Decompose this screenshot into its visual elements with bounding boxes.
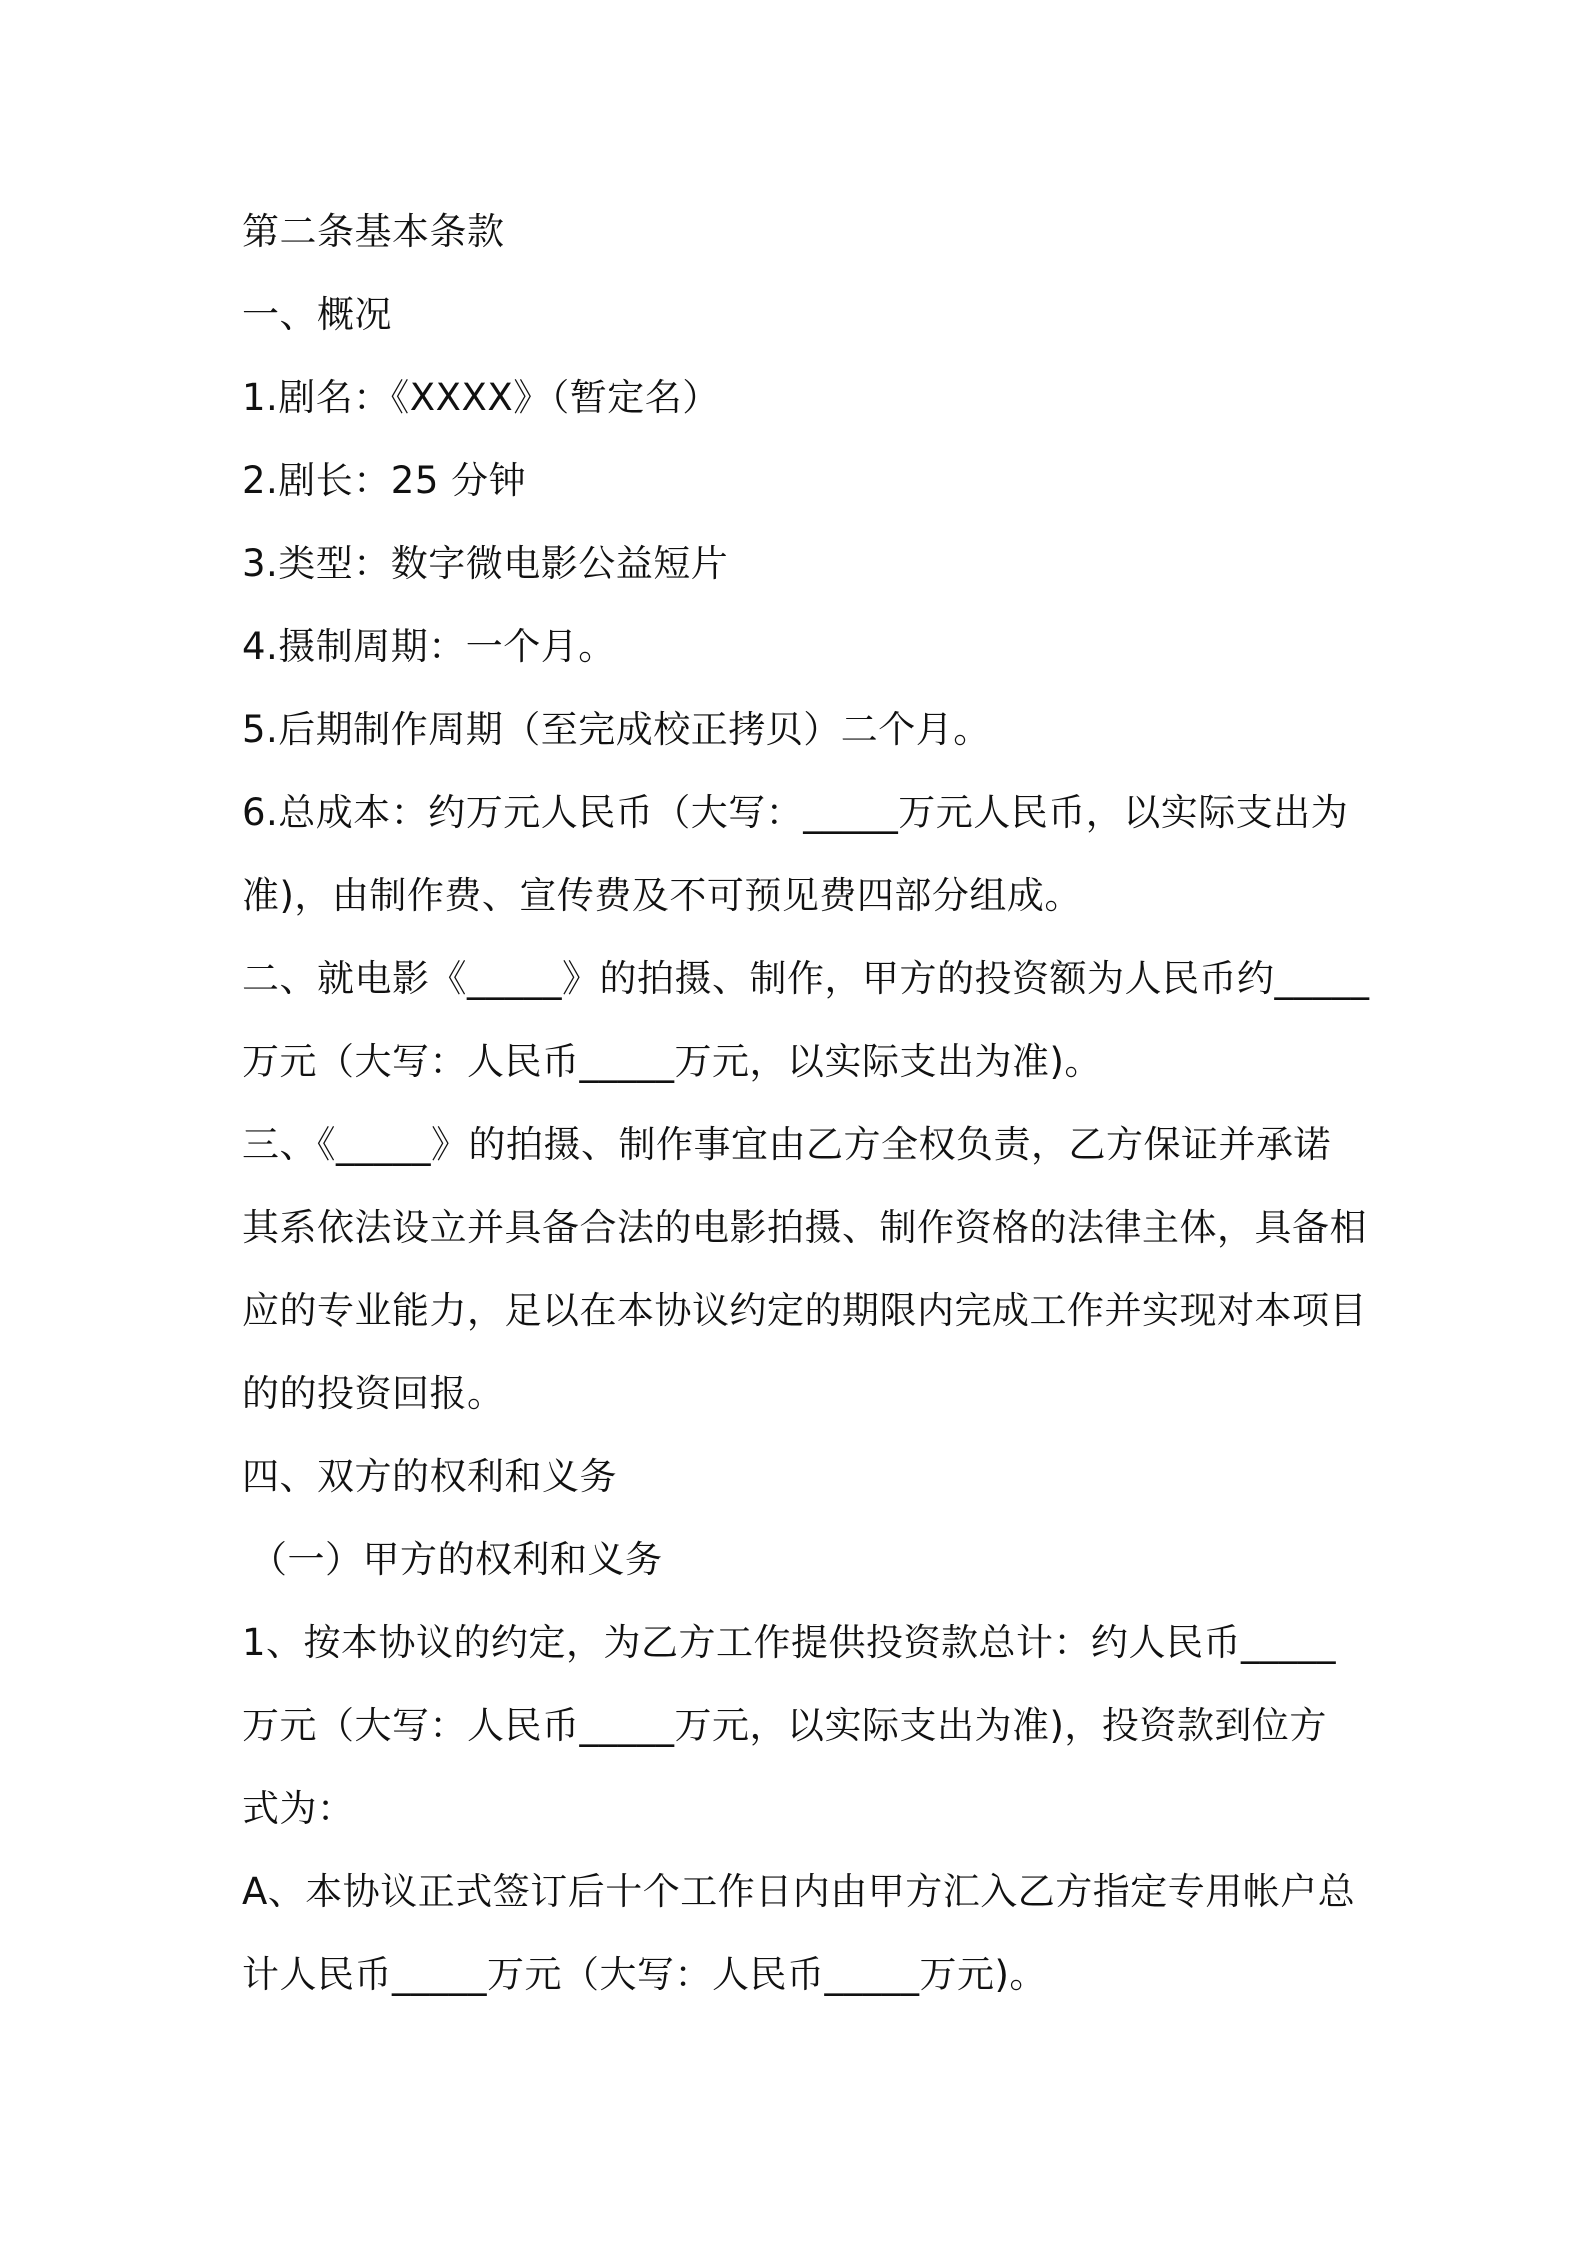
item-title: 1.剧名：《XXXX》（暂定名） [242,376,720,419]
section-2-line-1: 二、就电影《_____》的拍摄、制作，甲方的投资额为人民币约_____ [242,957,1370,1000]
section-4-title: 四、双方的权利和义务 [242,1455,617,1498]
subsection-1-title: （一）甲方的权利和义务 [250,1538,663,1581]
item-post-production-period: 5.后期制作周期（至完成校正拷贝）二个月。 [242,708,991,751]
clause-1-line-2: 万元（大写：人民币_____万元，以实际支出为准)，投资款到位方 [242,1704,1327,1747]
section-2-line-2: 万元（大写：人民币_____万元，以实际支出为准)。 [242,1040,1102,1083]
item-shooting-period: 4.摄制周期：一个月。 [242,625,616,668]
section-1-title: 一、概况 [242,293,392,336]
item-length: 2.剧长：25 分钟 [242,459,527,502]
section-3-line-2: 其系依法设立并具备合法的电影拍摄、制作资格的法律主体，具备相 [242,1206,1367,1249]
item-type: 3.类型：数字微电影公益短片 [242,542,729,585]
section-3-line-1: 三、《_____》的拍摄、制作事宜由乙方全权负责，乙方保证并承诺 [242,1123,1331,1166]
item-total-cost-line-1: 6.总成本：约万元人民币（大写：_____万元人民币，以实际支出为 [242,791,1349,834]
section-3-line-3: 应的专业能力，足以在本协议约定的期限内完成工作并实现对本项目 [242,1289,1367,1332]
document-body [242,190,1370,2016]
section-3-line-4: 的的投资回报。 [242,1372,505,1415]
clause-a-line-1: A、本协议正式签订后十个工作日内由甲方汇入乙方指定专用帐户总 [242,1870,1356,1913]
clause-1-line-1: 1、按本协议的约定，为乙方工作提供投资款总计：约人民币_____ [242,1621,1337,1664]
clause-a-line-2: 计人民币_____万元（大写：人民币_____万元)。 [242,1953,1047,1996]
article-heading: 第二条基本条款 [242,210,505,253]
item-total-cost-line-2: 准)，由制作费、宣传费及不可预见费四部分组成。 [242,874,1082,917]
clause-1-line-3: 式为： [242,1787,355,1830]
